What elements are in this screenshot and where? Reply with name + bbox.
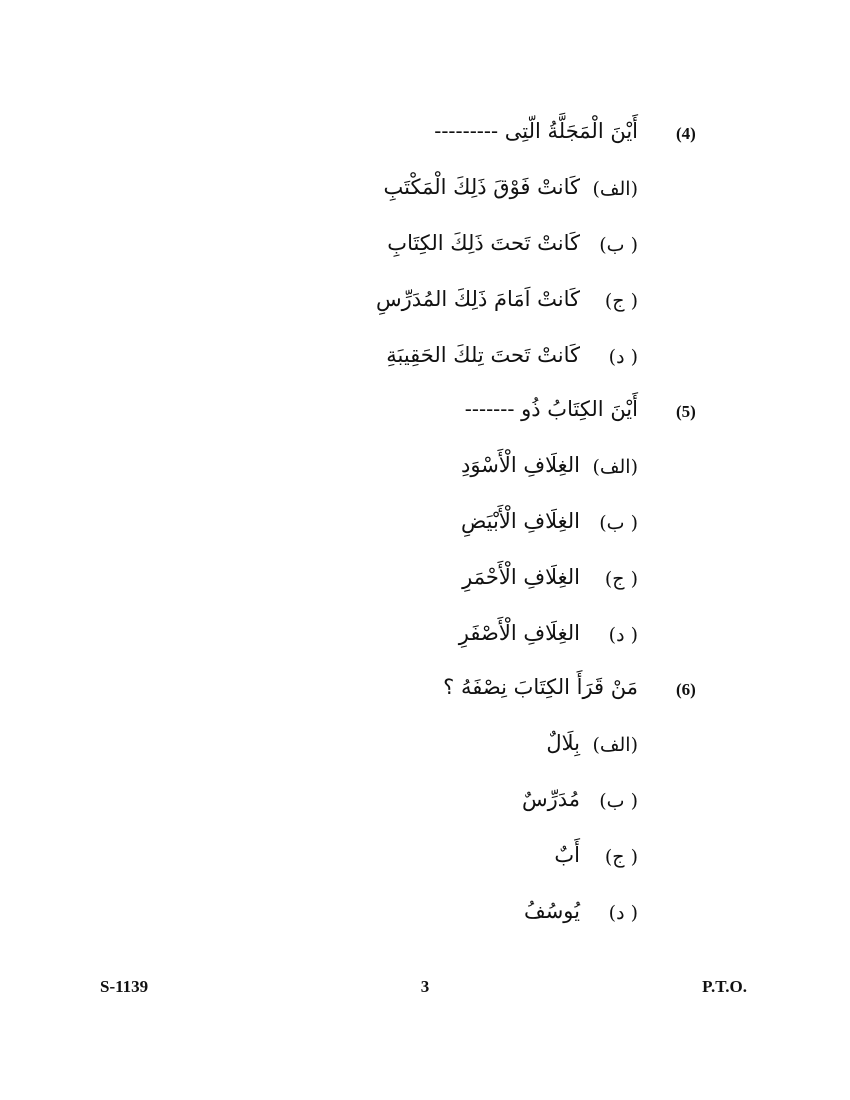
pto-note: P.T.O. (702, 977, 747, 996)
option-label: ( د) (608, 346, 638, 368)
option-label: (الف) (592, 456, 638, 478)
option-label: ( د) (608, 624, 638, 646)
question-number: (6) (676, 680, 696, 699)
option-text: مُدَرِّسٌ (521, 787, 580, 811)
page-number: 3 (420, 977, 430, 996)
option-text: الغِلَافِ الْأَحْمَرِ (462, 565, 580, 589)
question-number: (5) (676, 402, 696, 421)
option-text: بِلَالٌ (546, 731, 580, 755)
question-text: أَيْنَ الْمَجَلَّةُ الّتِى --------- (434, 119, 638, 143)
option-label: ( ب) (599, 790, 638, 812)
option-label: ( ج) (604, 846, 638, 868)
question-number: (4) (676, 124, 696, 143)
option-text: الغِلَافِ الْأَبْيَضِ (460, 509, 580, 533)
option-label: ( ج) (604, 568, 638, 590)
option-label: ( د) (608, 902, 638, 924)
option-text: كَانتْ فَوْقَ ذَلِكَ الْمَكْتَبِ (383, 175, 580, 199)
option-text: الغِلَافِ الْأَسْوَدِ (461, 453, 580, 477)
paper-code: S-1139 (100, 977, 149, 996)
option-label: ( ج) (604, 290, 638, 312)
option-text: كَانتْ تَحتَ تِلكَ الحَقِيبَةِ (386, 343, 580, 367)
option-label: (الف) (592, 734, 638, 756)
option-label: ( ب) (599, 512, 638, 534)
option-text: أَبٌ (554, 843, 580, 867)
option-text: الغِلَافِ الْأَصْفَرِ (458, 621, 580, 645)
option-label: (الف) (592, 178, 638, 200)
option-text: كَانتْ اَمَامَ ذَلِكَ المُدَرِّسِ (376, 287, 580, 311)
option-text: كَانتْ تَحتَ ذَلِكَ الكِتَابِ (387, 231, 580, 255)
option-text: يُوسُفُ (523, 899, 580, 923)
option-label: ( ب) (599, 234, 638, 256)
question-text: أَيْنَ الكِتَابُ ذُو ------- (464, 397, 638, 421)
question-text: مَنْ قَرَأَ الكِتَابَ نِصْفَهُ ؟ (443, 675, 638, 699)
